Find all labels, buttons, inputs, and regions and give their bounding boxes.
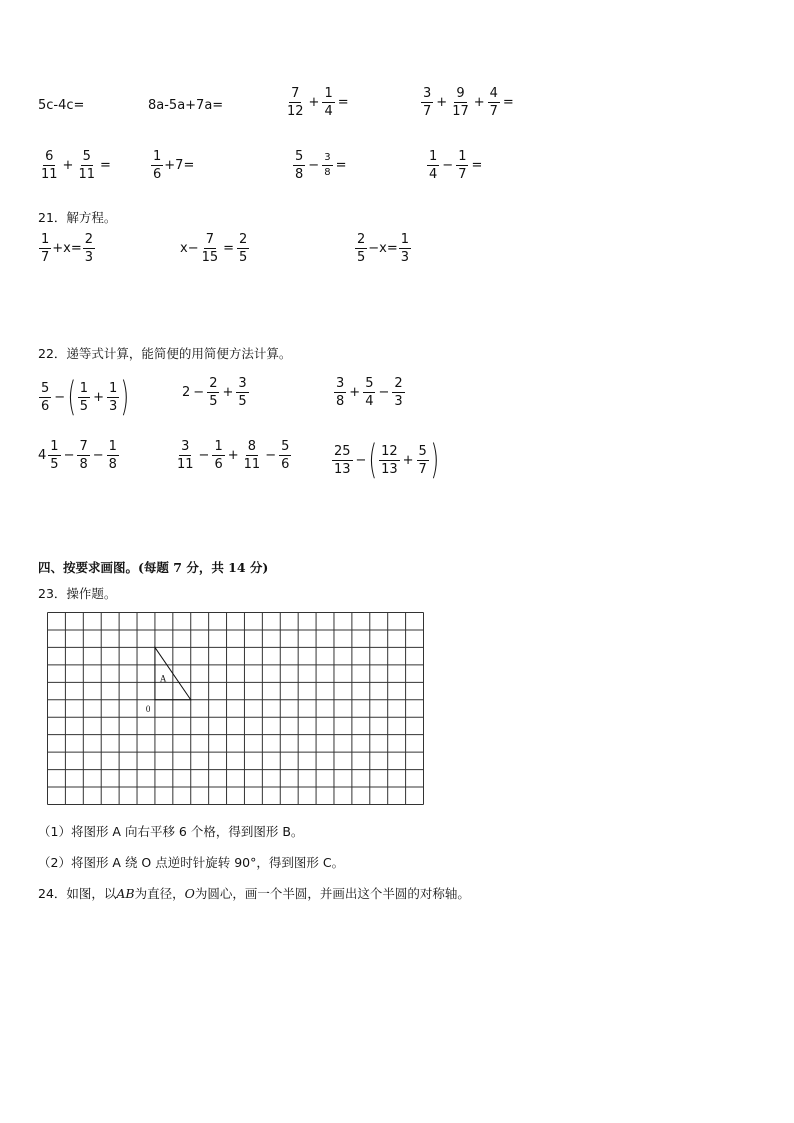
q22-r1e2: 2 − $\frac{2}{5}$ + $\frac{3}{5}$ [182, 376, 247, 409]
right-paren: ) [120, 374, 130, 420]
q22-title: 22．递等式计算，能简便的用简便方法计算。 [38, 346, 292, 361]
calc-r2-e4: $\frac{1}{4}$ − $\frac{1}{7}$ = [429, 149, 483, 182]
q23-sub1: （1）将图形 A 向右平移 6 个格，得到图形 B。 [38, 824, 304, 839]
q21-title: 21．解方程。 [38, 210, 117, 225]
q23-sub2: （2）将图形 A 绕 O 点逆时针旋转 90°，得到图形 C。 [38, 855, 345, 870]
q22-r2e1: 4 $\frac{1}{5}$ − $\frac{7}{8}$ − $\frac{1}{8}$ [38, 439, 117, 472]
q22-r1e3: $\frac{3}{8}$ + $\frac{5}{4}$ − $\frac{2}{3}$ [336, 376, 403, 409]
left-paren: ( [67, 374, 77, 420]
calc-r1-e2: 8a-5a+7a= [148, 98, 224, 113]
q21-eq3: $\frac{2}{5}$ −x= $\frac{1}{3}$ [357, 232, 410, 265]
grid-lines [48, 613, 424, 805]
calc-r1-e3: $\frac{7}{12}$ + $\frac{1}{4}$ = [287, 86, 349, 119]
left-paren: ( [368, 437, 378, 483]
q23-title: 23．操作题。 [38, 586, 117, 601]
calc-r2-e3: $\frac{5}{8}$ − $\frac{3}{8}$ = [295, 149, 347, 182]
grid-figure [47, 612, 424, 806]
q21-eq1: $\frac{1}{7}$ +x= $\frac{2}{3}$ [41, 232, 94, 265]
calc-r2-e2: $\frac{1}{6}$ +7= [153, 149, 195, 182]
q21-eq2: x− $\frac{7}{15}$ = $\frac{2}{5}$ [180, 232, 248, 265]
q22-r1e1: $\frac{5}{6}$ − ( $\frac{1}{5}$ + $\frac{1}{3}$ ) [41, 374, 130, 420]
point-o-label: 0 [145, 703, 151, 714]
calc-r1-e1: 5c-4c= [38, 98, 85, 113]
q22-r2e2: $\frac{3}{11}$ − $\frac{1}{6}$ + $\frac{8}{11}$ − $\frac{5}{6}$ [177, 439, 290, 472]
shape-a-label: A [159, 673, 167, 684]
calc-r1-e4: $\frac{3}{7}$ + $\frac{9}{17}$ + $\frac{4}{7}$ = [423, 86, 514, 119]
section4-title: 四、按要求画图。(每题 7 分，共 14 分) [38, 560, 269, 575]
q22-r2e3: $\frac{25}{13}$ − ( $\frac{12}{13}$ + $\frac{5}{7}$ ) [334, 437, 439, 483]
calc-r2-e1: $\frac{6}{11}$ + $\frac{5}{11}$ = [41, 149, 111, 182]
right-paren: ) [430, 437, 439, 483]
q24-text: 24．如图，以AB为直径，O为圆心，画一个半圆，并画出这个半圆的对称轴。 [38, 886, 470, 901]
